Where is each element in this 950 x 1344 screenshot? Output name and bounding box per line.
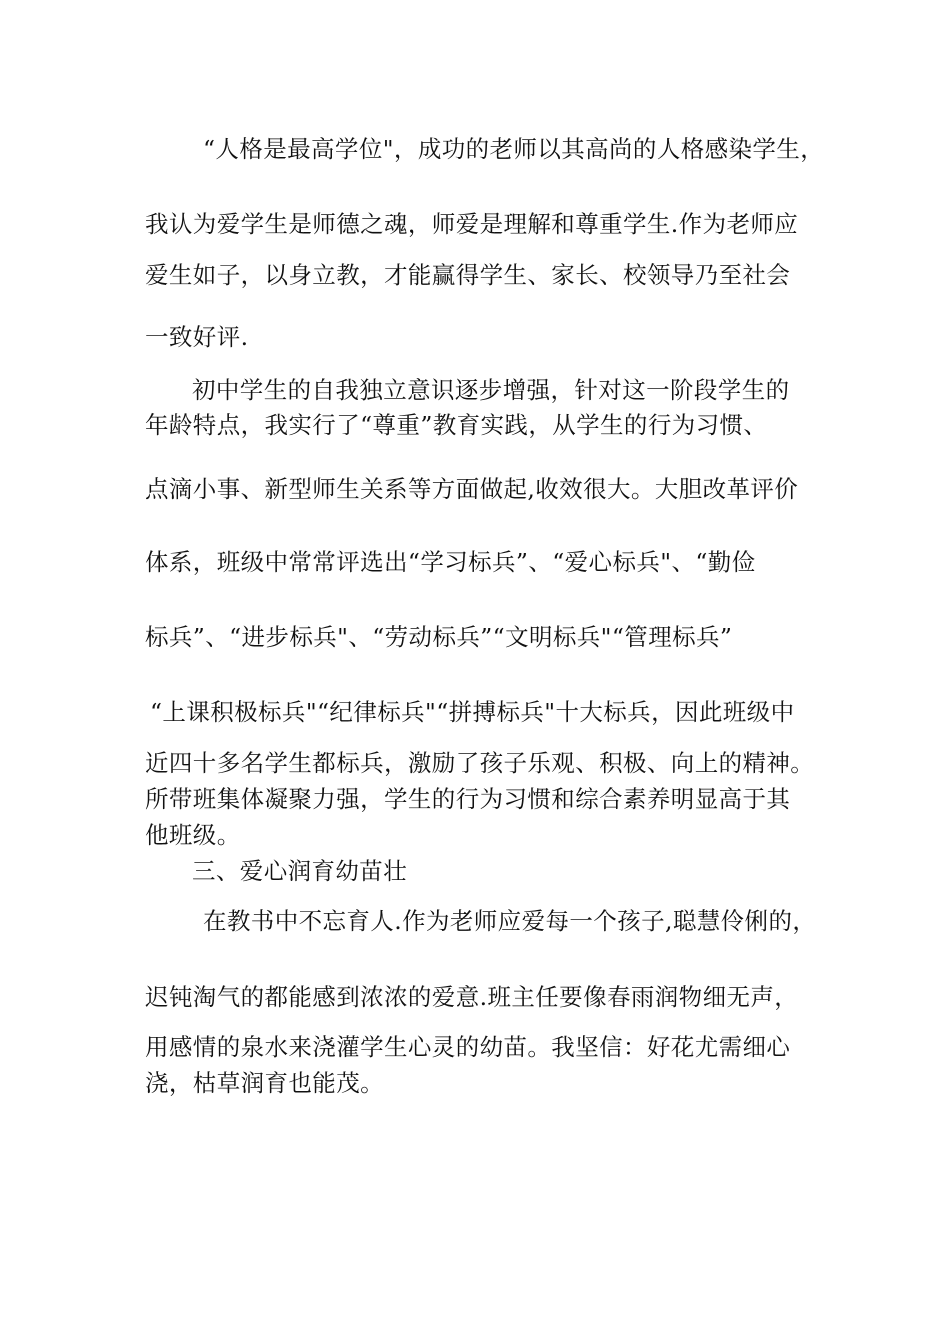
text-line: 标兵”、“进步标兵"、“劳动标兵”“文明标兵"“管理标兵” bbox=[145, 623, 733, 651]
text-line: 体系，班级中常常评选出“学习标兵”、“爱心标兵"、“勤俭 bbox=[145, 548, 756, 576]
text-line: 近四十多名学生都标兵，激励了孩子乐观、积极、向上的精神。 bbox=[145, 749, 815, 777]
text-line: 爱生如子，以身立教，才能赢得学生、家长、校领导乃至社会 bbox=[145, 261, 791, 289]
text-line: 用感情的泉水来浇灌学生心灵的幼苗。我坚信：好花尤需细心 bbox=[145, 1033, 791, 1061]
text-line: 迟钝淘气的都能感到浓浓的爱意.班主任要像春雨润物细无声， bbox=[145, 983, 799, 1011]
text-line: 浇，枯草润育也能茂。 bbox=[145, 1069, 384, 1097]
text-line: 初中学生的自我独立意识逐步增强，针对这一阶段学生的 bbox=[192, 376, 790, 404]
text-line: 他班级。 bbox=[145, 821, 241, 849]
text-line: 年龄特点，我实行了“尊重”教育实践，从学生的行为习惯、 bbox=[145, 411, 768, 439]
section-heading: 三、爱心润育幼苗壮 bbox=[192, 857, 408, 885]
text-line: 一致好评. bbox=[145, 323, 249, 351]
text-line: 所带班集体凝聚力强，学生的行为习惯和综合素养明显高于其 bbox=[145, 785, 791, 813]
text-line: 在教书中不忘育人.作为老师应爱每一个孩子,聪慧伶俐的， bbox=[203, 907, 817, 935]
text-line: 点滴小事、新型师生关系等方面做起,收效很大。大胆改革评价 bbox=[145, 475, 799, 503]
text-line: 我认为爱学生是师德之魂，师爱是理解和尊重学生.作为老师应 bbox=[145, 210, 799, 238]
text-line: “人格是最高学位"，成功的老师以其高尚的人格感染学生， bbox=[203, 135, 825, 163]
text-line: “上课积极标兵"“纪律标兵"“拼搏标兵"十大标兵，因此班级中 bbox=[150, 698, 795, 726]
